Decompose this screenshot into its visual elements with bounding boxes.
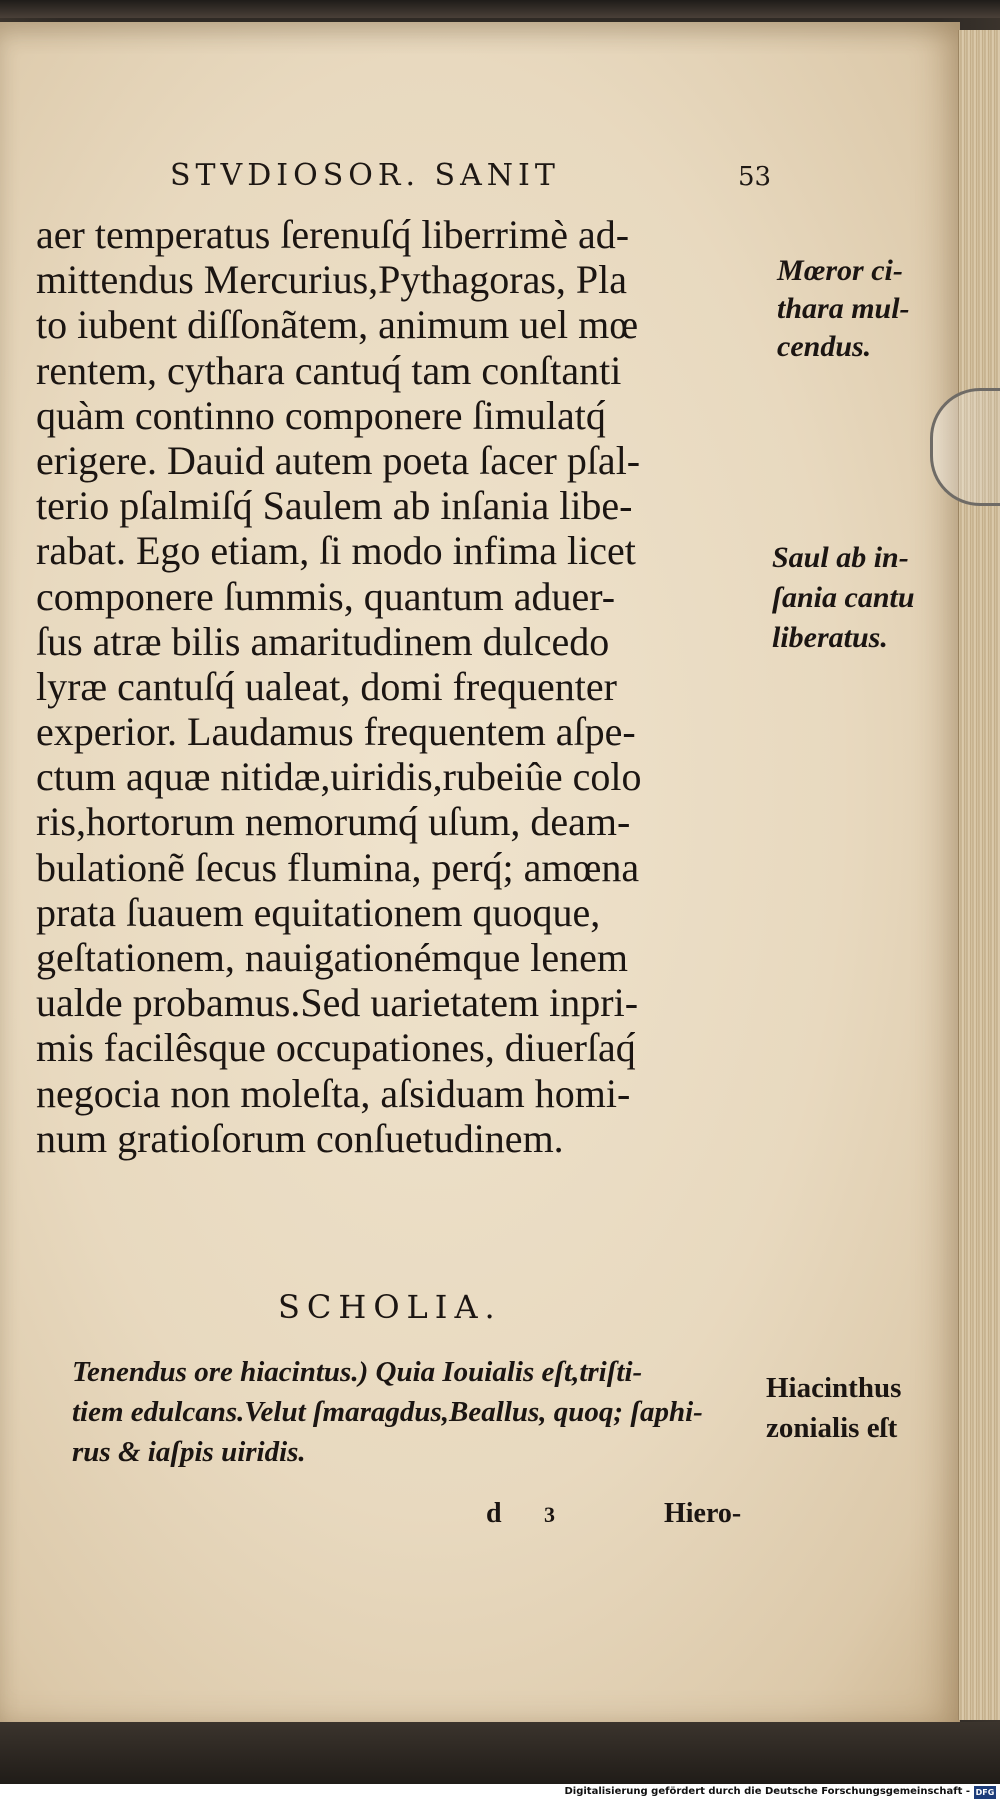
text-line: ſus atræ bilis amaritudinem dulcedo [36, 618, 610, 664]
text-line: componere ſummis, quantum aduer- [36, 573, 616, 619]
signature-mark: d [486, 1498, 502, 1529]
scholia-line: rus & iaſpis uiridis. [72, 1436, 306, 1468]
margin-note-line: Mœror ci- [777, 254, 903, 287]
scan-bottom-edge [0, 1722, 1000, 1784]
text-line: num gratioſorum conſuetudinem. [36, 1115, 564, 1161]
page-edges [958, 30, 1000, 1720]
page-header [170, 158, 770, 198]
catchword: Hiero- [664, 1498, 742, 1529]
margin-note-moeror [777, 252, 910, 366]
margin-note-line: cendus. [777, 330, 872, 363]
margin-note-line: zonialis eſt [766, 1412, 898, 1444]
main-text-block [36, 212, 776, 1161]
text-line: prata ſuauem equitationem quoque, [36, 889, 601, 935]
scholia-heading: SCHOLIA. [278, 1288, 502, 1326]
margin-note-line: ſania cantu [772, 581, 915, 614]
text-line: negocia non moleſta, aſsiduam homi- [36, 1070, 631, 1116]
text-line: aer temperatus ſerenuſq́ liberrimè ad- [36, 212, 630, 257]
dfg-logo: DFG [975, 1788, 995, 1797]
text-line: mittendus Mercurius,Pythagoras, Pla [36, 257, 628, 303]
text-line: quàm continno componere ſimulatq́ [36, 392, 606, 438]
scholia-text-block [72, 1352, 762, 1472]
text-line: rabat. Ego etiam, ſi modo infima licet [36, 528, 636, 574]
margin-note-line: thara mul- [777, 292, 910, 325]
margin-note-saul [772, 538, 915, 658]
margin-note-hiacinthus [766, 1368, 901, 1448]
text-line: lyræ cantuſq́ ualeat, domi frequenter [36, 663, 617, 709]
scholia-line: tiem edulcans.Velut ſmaragdus,Beallus, quoq; ſaphi- [72, 1396, 703, 1428]
text-line: geſtationem, nauigationémque lenem [36, 935, 629, 980]
text-line: bulationẽ ſecus flumina, perq́; amœna [36, 844, 640, 890]
text-line: to iubent diſſonãtem, animum uel mœ [36, 302, 639, 348]
text-line: erigere. Dauid autem poeta ſacer pſal- [36, 437, 641, 483]
scan-top-edge [0, 0, 1000, 18]
running-title: STVDIOSOR. SANIT [170, 158, 560, 193]
digitization-credit: Digitalisierung gefördert durch die Deutsche Forschungsgemeinschaft - [564, 1786, 970, 1797]
text-line: experior. Laudamus frequentem aſpe- [36, 709, 636, 755]
text-line: rentem, cythara cantuq́ tam conſtanti [36, 347, 622, 393]
text-line: ualde probamus.Sed uarietatem inpri- [36, 980, 639, 1026]
text-line: ris,hortorum nemorumq́ uſum, deam- [36, 799, 631, 845]
margin-note-line: liberatus. [772, 621, 888, 654]
signature-number: 3 [544, 1502, 555, 1527]
margin-note-line: Hiacinthus [766, 1372, 902, 1404]
scholia-line: Tenendus ore hiacintus.) Quia Iouialis eſt,triſti- [72, 1356, 643, 1388]
page-foot [486, 1498, 776, 1538]
text-line: mis facilêsque occupationes, diuerſaq́ [36, 1025, 636, 1071]
text-line: ctum aquæ nitidæ,uiridis,rubeiûe colo [36, 754, 642, 800]
folio-number: 53 [738, 162, 772, 192]
margin-note-line: Saul ab in- [772, 541, 909, 574]
text-line: terio pſalmiſq́ Saulem ab inſania libe- [36, 483, 633, 529]
